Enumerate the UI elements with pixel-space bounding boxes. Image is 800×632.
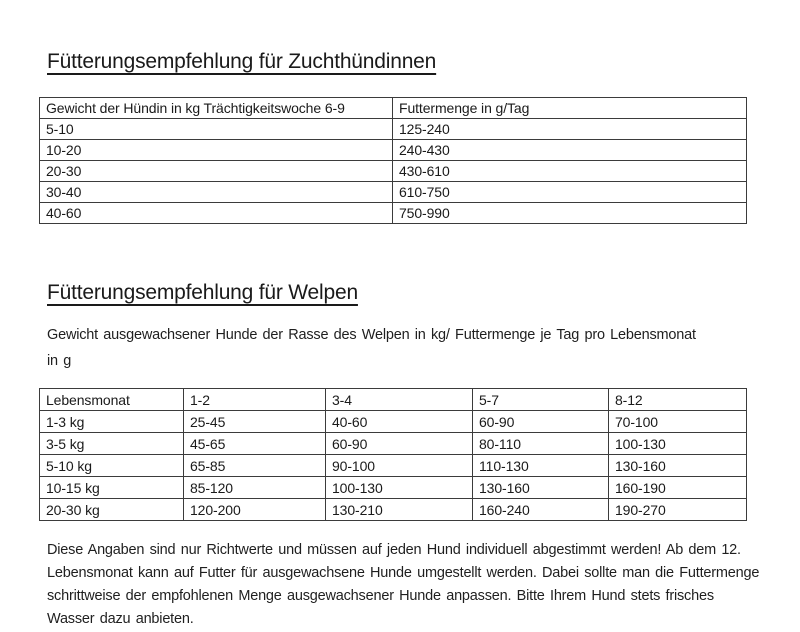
table-header-row bbox=[40, 389, 747, 411]
amount-cell: 190-270 bbox=[609, 499, 747, 521]
weight-cell: 40-60 bbox=[40, 203, 393, 224]
amount-cell: 100-130 bbox=[609, 433, 747, 455]
weight-cell: 5-10 kg bbox=[40, 455, 184, 477]
table-row bbox=[40, 182, 747, 203]
amount-cell: 430-610 bbox=[393, 161, 747, 182]
table-row bbox=[40, 455, 747, 477]
amount-cell: 240-430 bbox=[393, 140, 747, 161]
table-header-row bbox=[40, 98, 747, 119]
weight-cell: 10-20 bbox=[40, 140, 393, 161]
weight-cell: 20-30 bbox=[40, 161, 393, 182]
weight-cell: 20-30 kg bbox=[40, 499, 184, 521]
amount-cell: 120-200 bbox=[184, 499, 326, 521]
amount-cell: 65-85 bbox=[184, 455, 326, 477]
amount-cell: 85-120 bbox=[184, 477, 326, 499]
weight-cell: 10-15 kg bbox=[40, 477, 184, 499]
weight-cell: 30-40 bbox=[40, 182, 393, 203]
header-cell: 1-2 bbox=[184, 389, 326, 411]
amount-cell: 160-240 bbox=[473, 499, 609, 521]
table-row bbox=[40, 477, 747, 499]
header-cell: 5-7 bbox=[473, 389, 609, 411]
breeding-feeding-table bbox=[39, 97, 747, 224]
amount-cell: 25-45 bbox=[184, 411, 326, 433]
table-row bbox=[40, 411, 747, 433]
table-row bbox=[40, 140, 747, 161]
puppy-section-title: Fütterungsempfehlung für Welpen bbox=[47, 281, 358, 304]
weight-cell: 5-10 bbox=[40, 119, 393, 140]
amount-cell: 130-210 bbox=[326, 499, 473, 521]
header-cell: Futtermenge in g/Tag bbox=[393, 98, 747, 119]
weight-cell: 3-5 kg bbox=[40, 433, 184, 455]
amount-cell: 125-240 bbox=[393, 119, 747, 140]
amount-cell: 40-60 bbox=[326, 411, 473, 433]
header-cell: 3-4 bbox=[326, 389, 473, 411]
amount-cell: 110-130 bbox=[473, 455, 609, 477]
table-row bbox=[40, 499, 747, 521]
amount-cell: 130-160 bbox=[473, 477, 609, 499]
description-line: Gewicht ausgewachsener Hunde der Rasse des Welpen in kg/ Futtermenge je Tag pro Lebensmonat bbox=[47, 327, 696, 343]
amount-cell: 610-750 bbox=[393, 182, 747, 203]
footnote-line: Lebensmonat kann auf Futter für ausgewachsene Hunde umgestellt werden. Dabei sollte man die Futtermenge bbox=[47, 565, 760, 581]
amount-cell: 60-90 bbox=[326, 433, 473, 455]
table-row bbox=[40, 433, 747, 455]
amount-cell: 160-190 bbox=[609, 477, 747, 499]
table-row bbox=[40, 161, 747, 182]
puppy-table-description bbox=[47, 322, 696, 374]
header-cell: 8-12 bbox=[609, 389, 747, 411]
footnote-text bbox=[47, 539, 759, 631]
breeding-section-title: Fütterungsempfehlung für Zuchthündinnen bbox=[47, 50, 437, 73]
weight-cell: 1-3 kg bbox=[40, 411, 184, 433]
amount-cell: 100-130 bbox=[326, 477, 473, 499]
footnote-line: schrittweise der empfohlenen Menge ausgewachsener Hunde anpassen. Bitte Ihrem Hund stets frisches bbox=[47, 588, 714, 604]
amount-cell: 70-100 bbox=[609, 411, 747, 433]
amount-cell: 60-90 bbox=[473, 411, 609, 433]
amount-cell: 45-65 bbox=[184, 433, 326, 455]
table-row bbox=[40, 119, 747, 140]
puppy-feeding-table bbox=[39, 388, 747, 521]
amount-cell: 90-100 bbox=[326, 455, 473, 477]
footnote-line: Wasser dazu anbieten. bbox=[47, 611, 194, 627]
table-row bbox=[40, 203, 747, 224]
description-line: in g bbox=[47, 353, 72, 369]
header-cell: Gewicht der Hündin in kg Trächtigkeitswoche 6-9 bbox=[40, 98, 393, 119]
amount-cell: 130-160 bbox=[609, 455, 747, 477]
amount-cell: 750-990 bbox=[393, 203, 747, 224]
footnote-line: Diese Angaben sind nur Richtwerte und müssen auf jeden Hund individuell abgestimmt werden! Ab dem 12. bbox=[47, 542, 741, 558]
header-cell: Lebensmonat bbox=[40, 389, 184, 411]
amount-cell: 80-110 bbox=[473, 433, 609, 455]
